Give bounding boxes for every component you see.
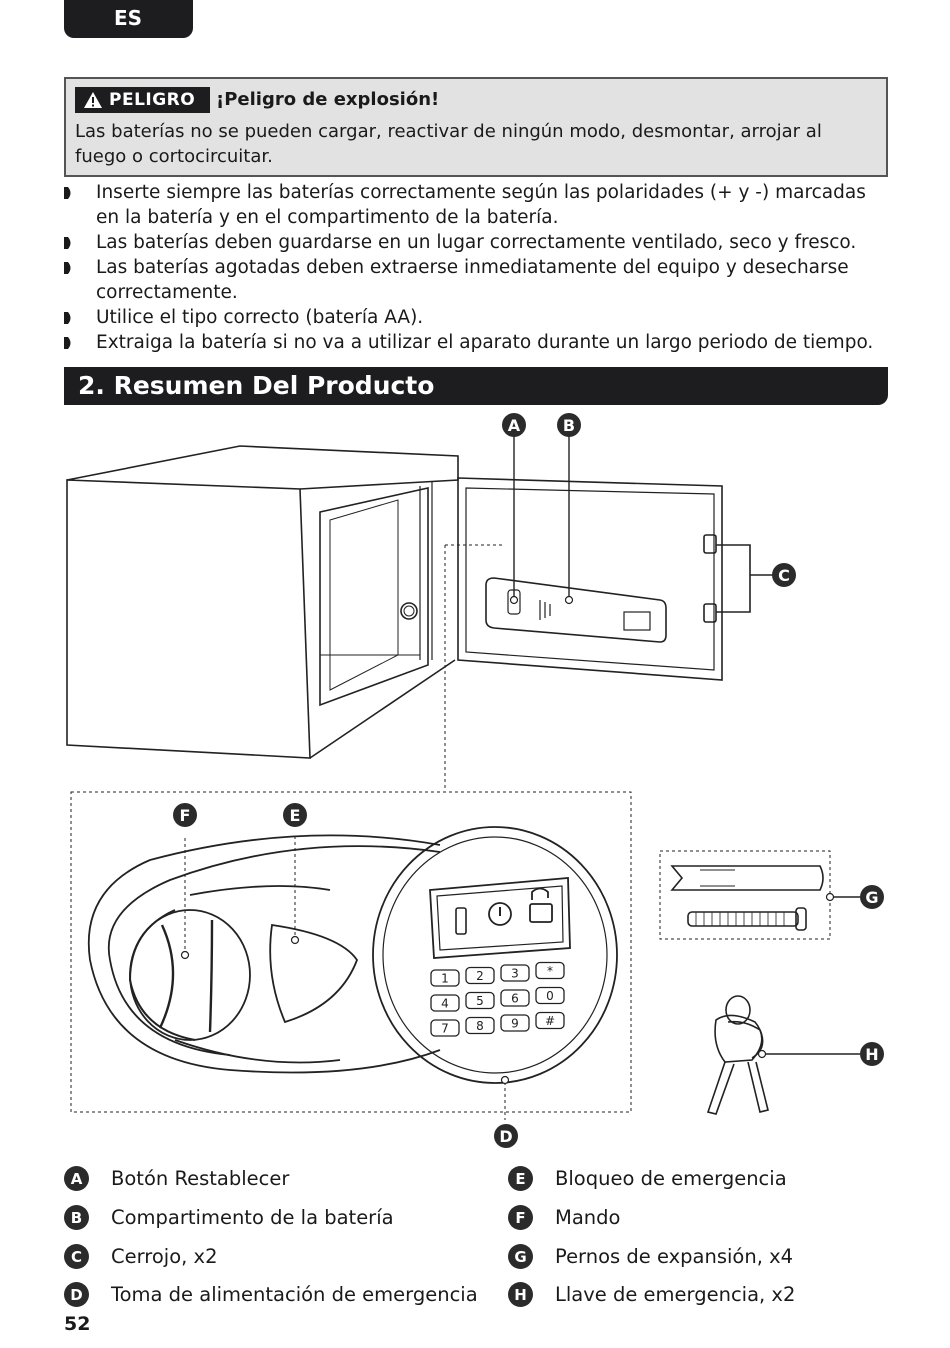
keypad-key-label: * <box>547 964 553 978</box>
callout-e: E <box>289 806 301 825</box>
section-title: 2. Resumen Del Producto <box>78 371 435 400</box>
section-header <box>64 367 888 405</box>
list-item: Inserte siempre las baterías correctamente según las polaridades (+ y -) marcadas en la batería y en el compartimento de la batería. <box>64 180 894 230</box>
bullet-icon <box>64 337 73 349</box>
keypad-key-label: 2 <box>476 969 484 983</box>
keypad-key-label: 7 <box>441 1021 449 1036</box>
danger-badge <box>75 87 210 113</box>
bullet-icon <box>64 237 73 249</box>
keypad-key-label: 3 <box>511 966 519 981</box>
warning-triangle-icon <box>83 91 103 109</box>
product-diagram <box>0 405 950 1155</box>
keypad-key-label: 4 <box>441 996 449 1011</box>
keypad-key-label: 6 <box>511 991 519 1006</box>
language-code: ES <box>114 6 143 30</box>
callout-c: C <box>778 566 790 585</box>
list-item: Las baterías agotadas deben extraerse inmediatamente del equipo y desecharse correctamente. <box>64 255 894 305</box>
keypad-key-label: 1 <box>441 971 449 986</box>
callout-d: D <box>499 1127 513 1146</box>
callout-labels <box>173 413 884 1148</box>
callout-lines <box>514 436 860 1054</box>
keypad <box>431 963 564 1037</box>
keypad-key-label: 0 <box>546 989 554 1003</box>
control-panel <box>89 827 617 1083</box>
legend-item: F Mando <box>508 1205 620 1230</box>
list-item: Utilice el tipo correcto (batería AA). <box>64 305 894 330</box>
legend-item: G Pernos de expansión, x4 <box>508 1244 793 1269</box>
callout-g: G <box>865 888 879 907</box>
bullet-icon <box>64 312 73 324</box>
language-tab <box>64 0 193 38</box>
legend-item: D Toma de alimentación de emergencia <box>64 1282 478 1307</box>
callout-b: B <box>562 416 576 435</box>
expansion-bolt-illustration <box>672 866 823 930</box>
safe-body <box>67 446 750 758</box>
callout-f: F <box>179 806 191 825</box>
legend-item: C Cerrojo, x2 <box>64 1244 218 1269</box>
keypad-key-label: 5 <box>476 994 484 1008</box>
danger-badge-label: PELIGRO <box>109 90 196 110</box>
keypad-key-label: 8 <box>476 1019 484 1033</box>
callout-dots <box>179 597 834 1084</box>
bullet-icon <box>64 262 73 274</box>
battery-instructions-list <box>64 180 894 355</box>
page-number: 52 <box>64 1313 91 1335</box>
list-item: Las baterías deben guardarse en un lugar correctamente ventilado, seco y fresco. <box>64 230 894 255</box>
legend-item: A Botón Restablecer <box>64 1166 289 1191</box>
keypad-key-label: 9 <box>511 1016 519 1031</box>
legend-item: H Llave de emergencia, x2 <box>508 1282 795 1307</box>
bullet-icon <box>64 187 73 199</box>
callout-h: H <box>865 1045 879 1064</box>
list-item: Extraiga la batería si no va a utilizar el aparato durante un largo periodo de tiempo. <box>64 330 894 355</box>
danger-title: ¡Peligro de explosión! <box>216 89 440 110</box>
keypad-key-label: # <box>544 1014 556 1028</box>
danger-warning-box <box>64 77 888 177</box>
legend-item: E Bloqueo de emergencia <box>508 1166 787 1191</box>
danger-text: Las baterías no se pueden cargar, reactivar de ningún modo, desmontar, arrojar al fuego o cortocircuitar. <box>75 121 822 167</box>
callout-a: A <box>507 416 521 435</box>
legend-item: B Compartimento de la batería <box>64 1205 394 1230</box>
dashed-guides <box>71 545 830 1120</box>
